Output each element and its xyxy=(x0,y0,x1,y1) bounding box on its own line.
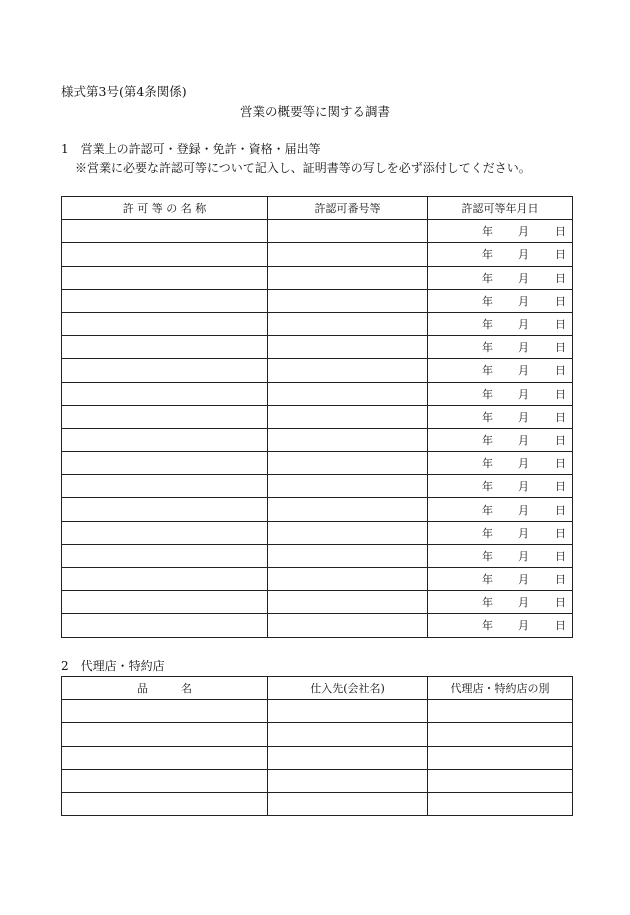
agent-type-cell[interactable] xyxy=(428,769,573,792)
date-year-label: 年 xyxy=(482,526,493,540)
permit-number-cell[interactable] xyxy=(268,452,428,475)
permit-name-cell[interactable] xyxy=(62,336,268,359)
table-row xyxy=(62,289,573,312)
date-day-label: 日 xyxy=(555,271,566,285)
permit-date-cell[interactable] xyxy=(428,359,573,382)
permit-number-cell[interactable] xyxy=(268,568,428,591)
date-day-label: 日 xyxy=(555,294,566,308)
date-day-label: 日 xyxy=(555,248,566,262)
date-year-label: 年 xyxy=(482,549,493,563)
product-name-cell[interactable] xyxy=(62,700,268,723)
column-header-supplier: 仕入先(会社名) xyxy=(268,677,428,700)
date-day-label: 日 xyxy=(555,549,566,563)
date-month-label: 月 xyxy=(518,457,529,471)
form-number: 様式第3号(第4条関係) xyxy=(61,84,187,99)
table-header-row xyxy=(62,197,573,220)
date-month-label: 月 xyxy=(518,294,529,308)
permit-date-cell[interactable] xyxy=(428,312,573,335)
permit-name-cell[interactable] xyxy=(62,428,268,451)
date-year-label: 年 xyxy=(482,294,493,308)
date-year-label: 年 xyxy=(482,225,493,239)
date-year-label: 年 xyxy=(482,318,493,332)
date-month-label: 月 xyxy=(518,410,529,424)
permit-date-cell[interactable] xyxy=(428,475,573,498)
permit-number-cell[interactable] xyxy=(268,521,428,544)
column-header-agent-type: 代理店・特約店の別 xyxy=(428,677,573,700)
table-row xyxy=(62,544,573,567)
date-month-label: 月 xyxy=(518,549,529,563)
table-row xyxy=(62,614,573,637)
table-row xyxy=(62,220,573,243)
table-row xyxy=(62,475,573,498)
permit-date-cell[interactable] xyxy=(428,382,573,405)
permit-number-cell[interactable] xyxy=(268,614,428,637)
permit-number-cell[interactable] xyxy=(268,243,428,266)
permit-date-cell[interactable] xyxy=(428,405,573,428)
column-header-permit-number: 許認可番号等 xyxy=(268,197,428,220)
permit-number-cell[interactable] xyxy=(268,220,428,243)
permits-table xyxy=(61,196,573,638)
table-row xyxy=(62,591,573,614)
permit-number-cell[interactable] xyxy=(268,289,428,312)
date-day-label: 日 xyxy=(555,318,566,332)
supplier-cell[interactable] xyxy=(268,723,428,746)
date-year-label: 年 xyxy=(482,410,493,424)
agents-table-body xyxy=(62,700,573,816)
date-year-label: 年 xyxy=(482,573,493,587)
date-day-label: 日 xyxy=(555,387,566,401)
date-day-label: 日 xyxy=(555,619,566,633)
permit-name-cell[interactable] xyxy=(62,498,268,521)
table-row xyxy=(62,428,573,451)
permit-name-cell[interactable] xyxy=(62,289,268,312)
table-row xyxy=(62,723,573,746)
column-header-permit-date: 許認可等年月日 xyxy=(428,197,573,220)
table-row xyxy=(62,336,573,359)
date-month-label: 月 xyxy=(518,387,529,401)
permit-number-cell[interactable] xyxy=(268,336,428,359)
permit-name-cell[interactable] xyxy=(62,452,268,475)
table-row xyxy=(62,498,573,521)
product-name-cell[interactable] xyxy=(62,792,268,815)
permit-name-cell[interactable] xyxy=(62,591,268,614)
date-day-label: 日 xyxy=(555,433,566,447)
permit-name-cell[interactable] xyxy=(62,405,268,428)
date-month-label: 月 xyxy=(518,248,529,262)
supplier-cell[interactable] xyxy=(268,792,428,815)
product-name-cell[interactable] xyxy=(62,769,268,792)
date-year-label: 年 xyxy=(482,364,493,378)
permit-number-cell[interactable] xyxy=(268,382,428,405)
date-year-label: 年 xyxy=(482,387,493,401)
permit-name-cell[interactable] xyxy=(62,614,268,637)
permit-number-cell[interactable] xyxy=(268,475,428,498)
table-row xyxy=(62,359,573,382)
date-year-label: 年 xyxy=(482,619,493,633)
date-month-label: 月 xyxy=(518,526,529,540)
section1-note: ※営業に必要な許認可等について記入し、証明書等の写しを必ず添付してください。 xyxy=(75,161,531,175)
permit-number-cell[interactable] xyxy=(268,312,428,335)
permit-name-cell[interactable] xyxy=(62,243,268,266)
permit-name-cell[interactable] xyxy=(62,266,268,289)
date-day-label: 日 xyxy=(555,503,566,517)
permit-name-cell[interactable] xyxy=(62,544,268,567)
permit-date-cell[interactable] xyxy=(428,243,573,266)
permit-name-cell[interactable] xyxy=(62,220,268,243)
date-year-label: 年 xyxy=(482,433,493,447)
date-month-label: 月 xyxy=(518,341,529,355)
agents-table xyxy=(61,676,573,816)
permit-date-cell[interactable] xyxy=(428,220,573,243)
permit-date-cell[interactable] xyxy=(428,428,573,451)
agent-type-cell[interactable] xyxy=(428,746,573,769)
permit-date-cell[interactable] xyxy=(428,568,573,591)
permit-number-cell[interactable] xyxy=(268,591,428,614)
permit-name-cell[interactable] xyxy=(62,382,268,405)
permit-date-cell[interactable] xyxy=(428,266,573,289)
table-row xyxy=(62,700,573,723)
table-row xyxy=(62,405,573,428)
agent-type-cell[interactable] xyxy=(428,792,573,815)
date-month-label: 月 xyxy=(518,364,529,378)
date-month-label: 月 xyxy=(518,573,529,587)
date-day-label: 日 xyxy=(555,410,566,424)
date-day-label: 日 xyxy=(555,573,566,587)
agent-type-cell[interactable] xyxy=(428,700,573,723)
product-name-cell[interactable] xyxy=(62,746,268,769)
date-month-label: 月 xyxy=(518,433,529,447)
permit-number-cell[interactable] xyxy=(268,544,428,567)
page-title: 営業の概要等に関する調書 xyxy=(239,104,390,119)
date-year-label: 年 xyxy=(482,457,493,471)
date-month-label: 月 xyxy=(518,480,529,494)
date-month-label: 月 xyxy=(518,596,529,610)
permit-date-cell[interactable] xyxy=(428,498,573,521)
table-row xyxy=(62,568,573,591)
column-header-permit-name: 許 可 等 の 名 称 xyxy=(62,197,268,220)
table-row xyxy=(62,312,573,335)
permit-number-cell[interactable] xyxy=(268,428,428,451)
date-month-label: 月 xyxy=(518,619,529,633)
date-year-label: 年 xyxy=(482,248,493,262)
table-row xyxy=(62,792,573,815)
supplier-cell[interactable] xyxy=(268,769,428,792)
permit-date-cell[interactable] xyxy=(428,289,573,312)
date-day-label: 日 xyxy=(555,457,566,471)
permit-number-cell[interactable] xyxy=(268,498,428,521)
supplier-cell[interactable] xyxy=(268,746,428,769)
date-month-label: 月 xyxy=(518,271,529,285)
date-month-label: 月 xyxy=(518,503,529,517)
date-year-label: 年 xyxy=(482,503,493,517)
permit-date-cell[interactable] xyxy=(428,591,573,614)
table-row xyxy=(62,266,573,289)
permit-date-cell[interactable] xyxy=(428,544,573,567)
table-row xyxy=(62,769,573,792)
permit-name-cell[interactable] xyxy=(62,521,268,544)
permit-number-cell[interactable] xyxy=(268,405,428,428)
date-year-label: 年 xyxy=(482,341,493,355)
table-row xyxy=(62,746,573,769)
table-row xyxy=(62,521,573,544)
date-month-label: 月 xyxy=(518,318,529,332)
date-year-label: 年 xyxy=(482,271,493,285)
table-header-row xyxy=(62,677,573,700)
date-day-label: 日 xyxy=(555,364,566,378)
agent-type-cell[interactable] xyxy=(428,723,573,746)
section1-heading: 1 営業上の許認可・登録・免許・資格・届出等 xyxy=(61,142,321,156)
date-day-label: 日 xyxy=(555,596,566,610)
permit-name-cell[interactable] xyxy=(62,359,268,382)
section2-heading: 2 代理店・特約店 xyxy=(61,659,165,673)
permits-table-body xyxy=(62,220,573,637)
table-row xyxy=(62,382,573,405)
permit-name-cell[interactable] xyxy=(62,312,268,335)
date-month-label: 月 xyxy=(518,225,529,239)
permit-name-cell[interactable] xyxy=(62,475,268,498)
supplier-cell[interactable] xyxy=(268,700,428,723)
date-year-label: 年 xyxy=(482,596,493,610)
permit-date-cell[interactable] xyxy=(428,521,573,544)
product-name-cell[interactable] xyxy=(62,723,268,746)
permit-number-cell[interactable] xyxy=(268,359,428,382)
permit-name-cell[interactable] xyxy=(62,568,268,591)
table-row xyxy=(62,243,573,266)
permit-date-cell[interactable] xyxy=(428,452,573,475)
permit-date-cell[interactable] xyxy=(428,336,573,359)
date-day-label: 日 xyxy=(555,480,566,494)
date-day-label: 日 xyxy=(555,341,566,355)
permit-date-cell[interactable] xyxy=(428,614,573,637)
date-day-label: 日 xyxy=(555,225,566,239)
column-header-product-name: 品 名 xyxy=(62,677,268,700)
permit-number-cell[interactable] xyxy=(268,266,428,289)
date-year-label: 年 xyxy=(482,480,493,494)
table-row xyxy=(62,452,573,475)
date-day-label: 日 xyxy=(555,526,566,540)
